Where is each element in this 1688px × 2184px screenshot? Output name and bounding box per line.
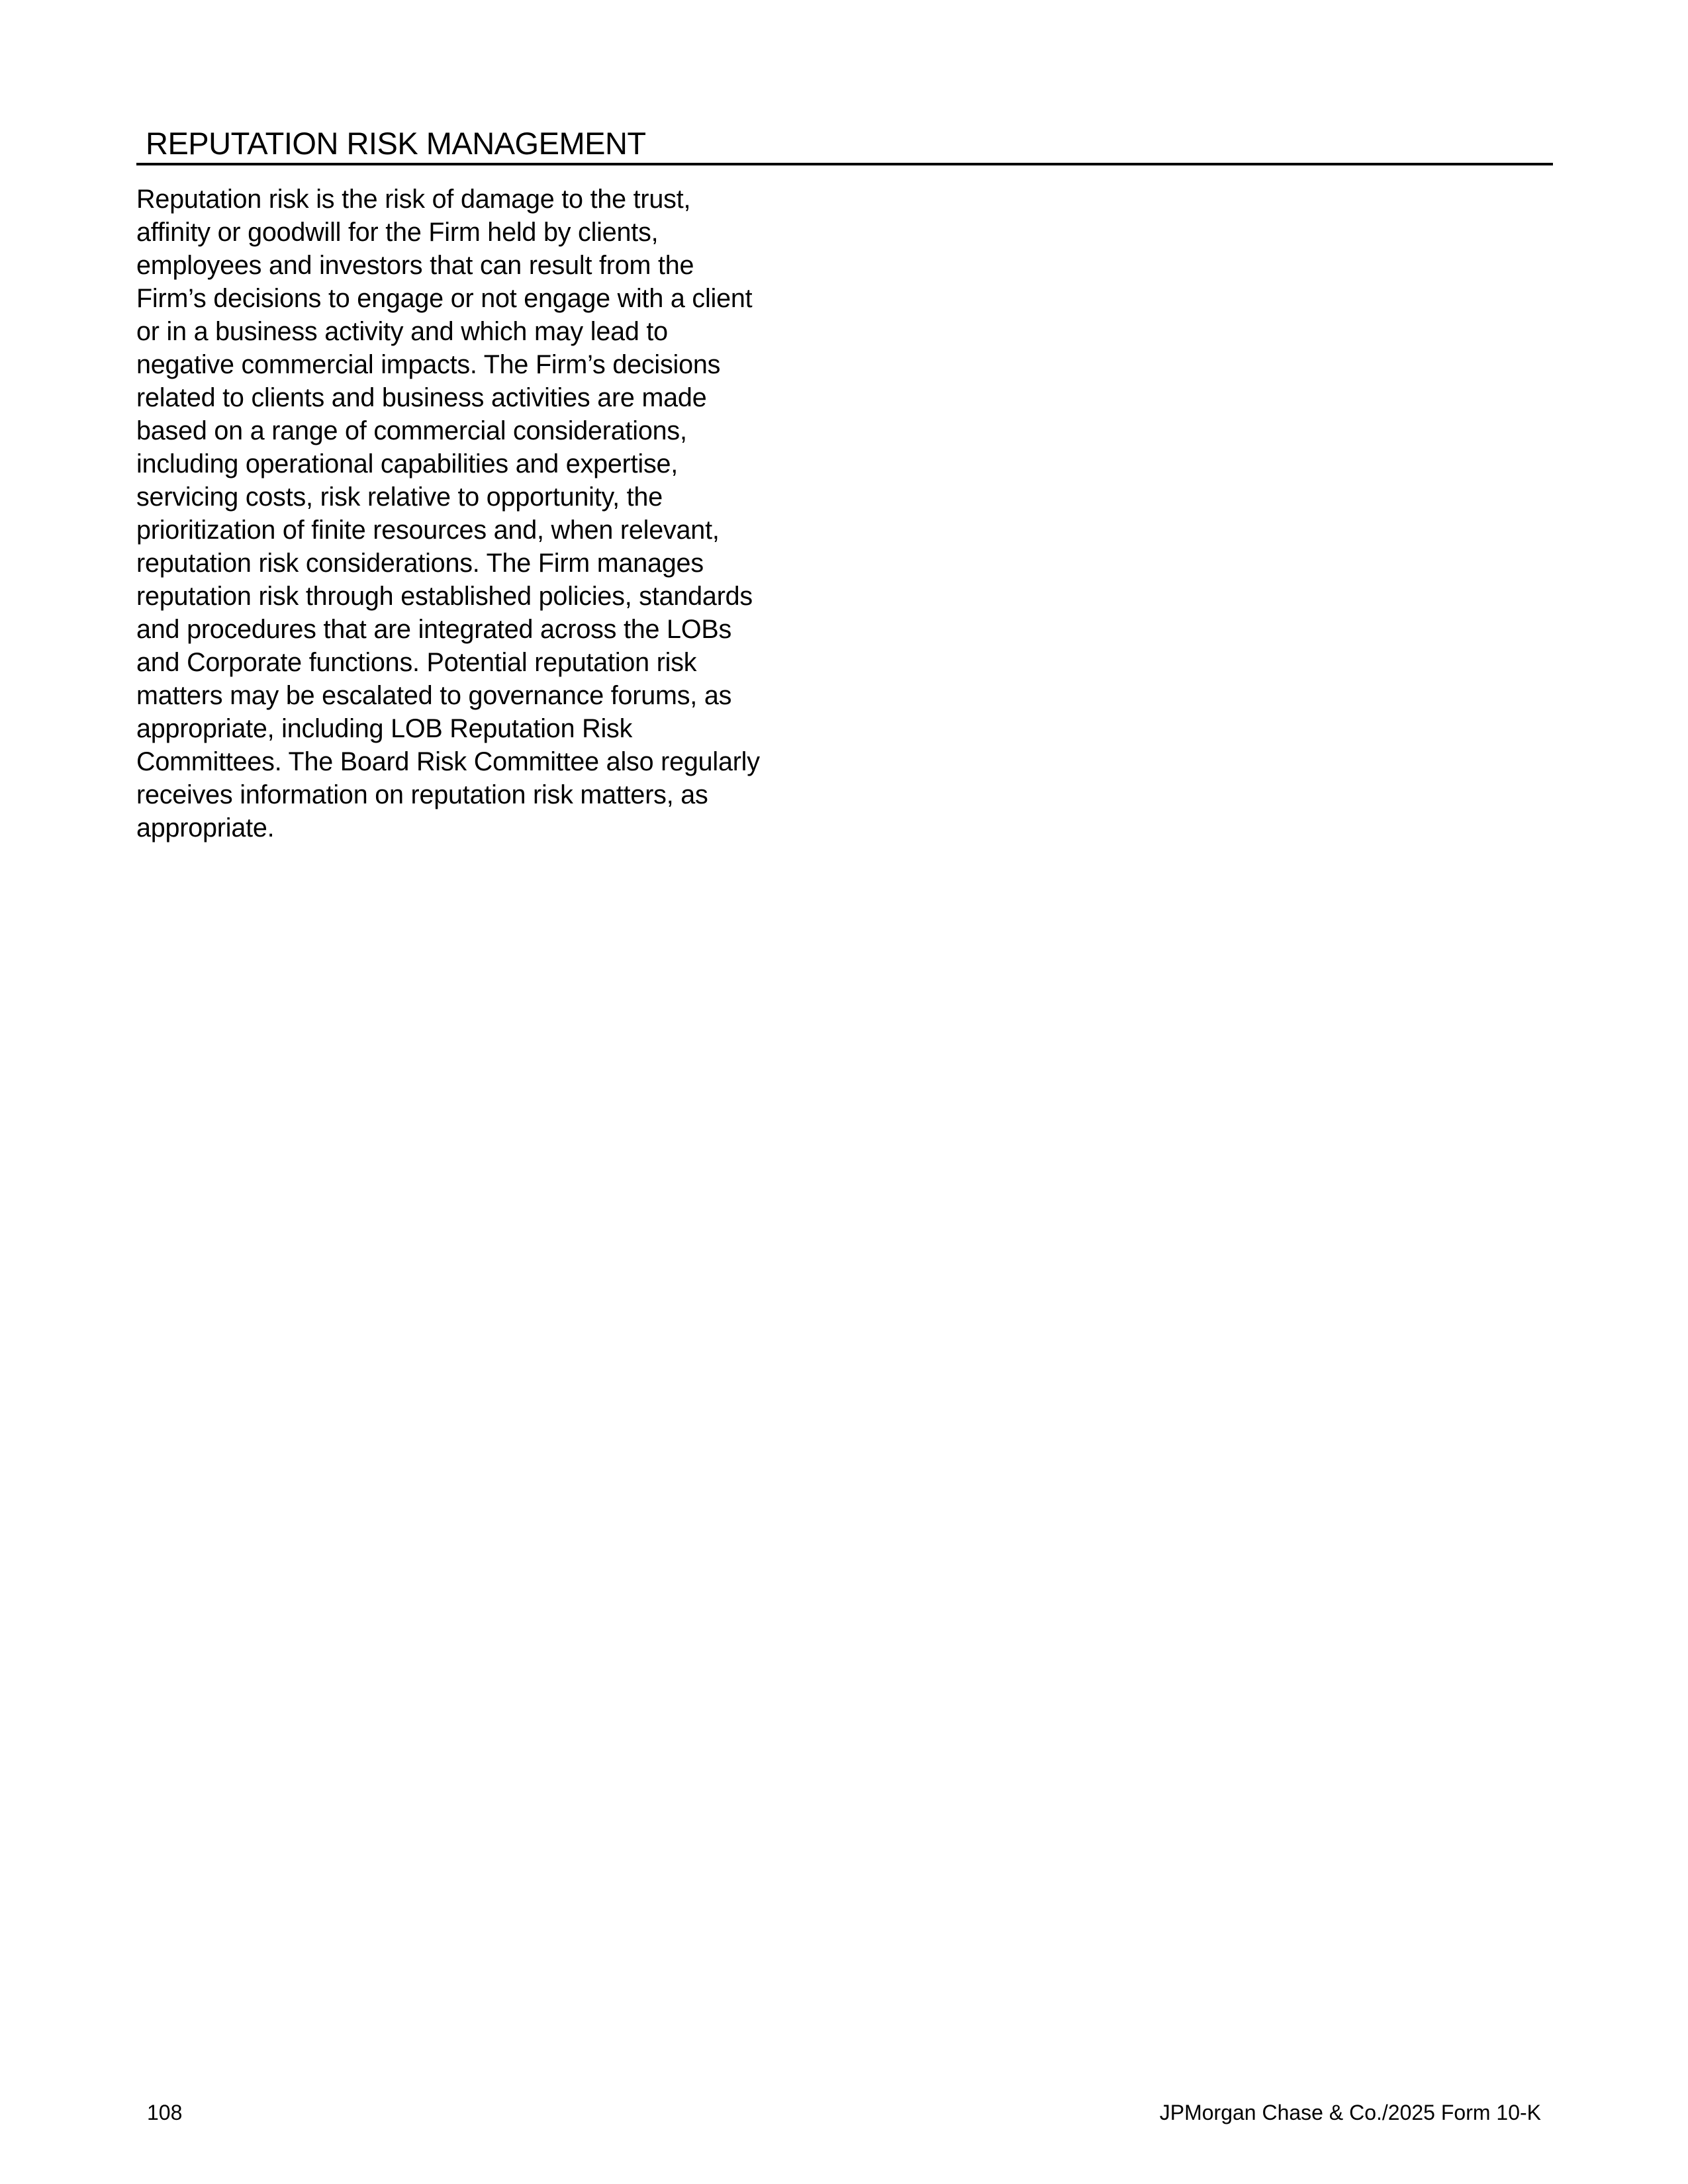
- paragraph-line: related to clients and business activities are made: [136, 383, 707, 412]
- paragraph-line: reputation risk through established policies, standards: [136, 582, 753, 611]
- paragraph-line: negative commercial impacts. The Firm’s decisions: [136, 350, 721, 379]
- paragraph-line: including operational capabilities and expertise,: [136, 449, 679, 478]
- paragraph-line: receives information on reputation risk matters, as: [136, 780, 708, 809]
- paragraph-line: Firm’s decisions to engage or not engage with a client: [136, 284, 753, 313]
- footer-document-title: JPMorgan Chase & Co./2025 Form 10-K: [1159, 2101, 1541, 2124]
- paragraph-line: Committees. The Board Risk Committee also regularly: [136, 747, 760, 776]
- body-paragraph: [136, 183, 818, 844]
- paragraph-line: prioritization of finite resources and, when relevant,: [136, 516, 720, 545]
- section-header: [136, 120, 1553, 165]
- paragraph-line: appropriate, including LOB Reputation Risk: [136, 714, 633, 743]
- page-number: 108: [147, 2101, 183, 2124]
- paragraph-line: affinity or goodwill for the Firm held by clients,: [136, 218, 659, 247]
- paragraph-line: and Corporate functions. Potential reputation risk: [136, 648, 697, 677]
- paragraph-line: Reputation risk is the risk of damage to the trust,: [136, 185, 691, 214]
- paragraph-line: appropriate.: [136, 813, 275, 842]
- paragraph-line: servicing costs, risk relative to opportunity, the: [136, 482, 663, 512]
- paragraph-line: based on a range of commercial considerations,: [136, 416, 687, 445]
- paragraph-line: employees and investors that can result from the: [136, 251, 694, 280]
- paragraph-line: or in a business activity and which may lead to: [136, 317, 668, 346]
- section-title: REPUTATION RISK MANAGEMENT: [146, 126, 646, 161]
- paragraph-line: matters may be escalated to governance forums, as: [136, 681, 732, 710]
- paragraph-line: and procedures that are integrated across the LOBs: [136, 615, 732, 644]
- paragraph-line: reputation risk considerations. The Firm manages: [136, 549, 704, 578]
